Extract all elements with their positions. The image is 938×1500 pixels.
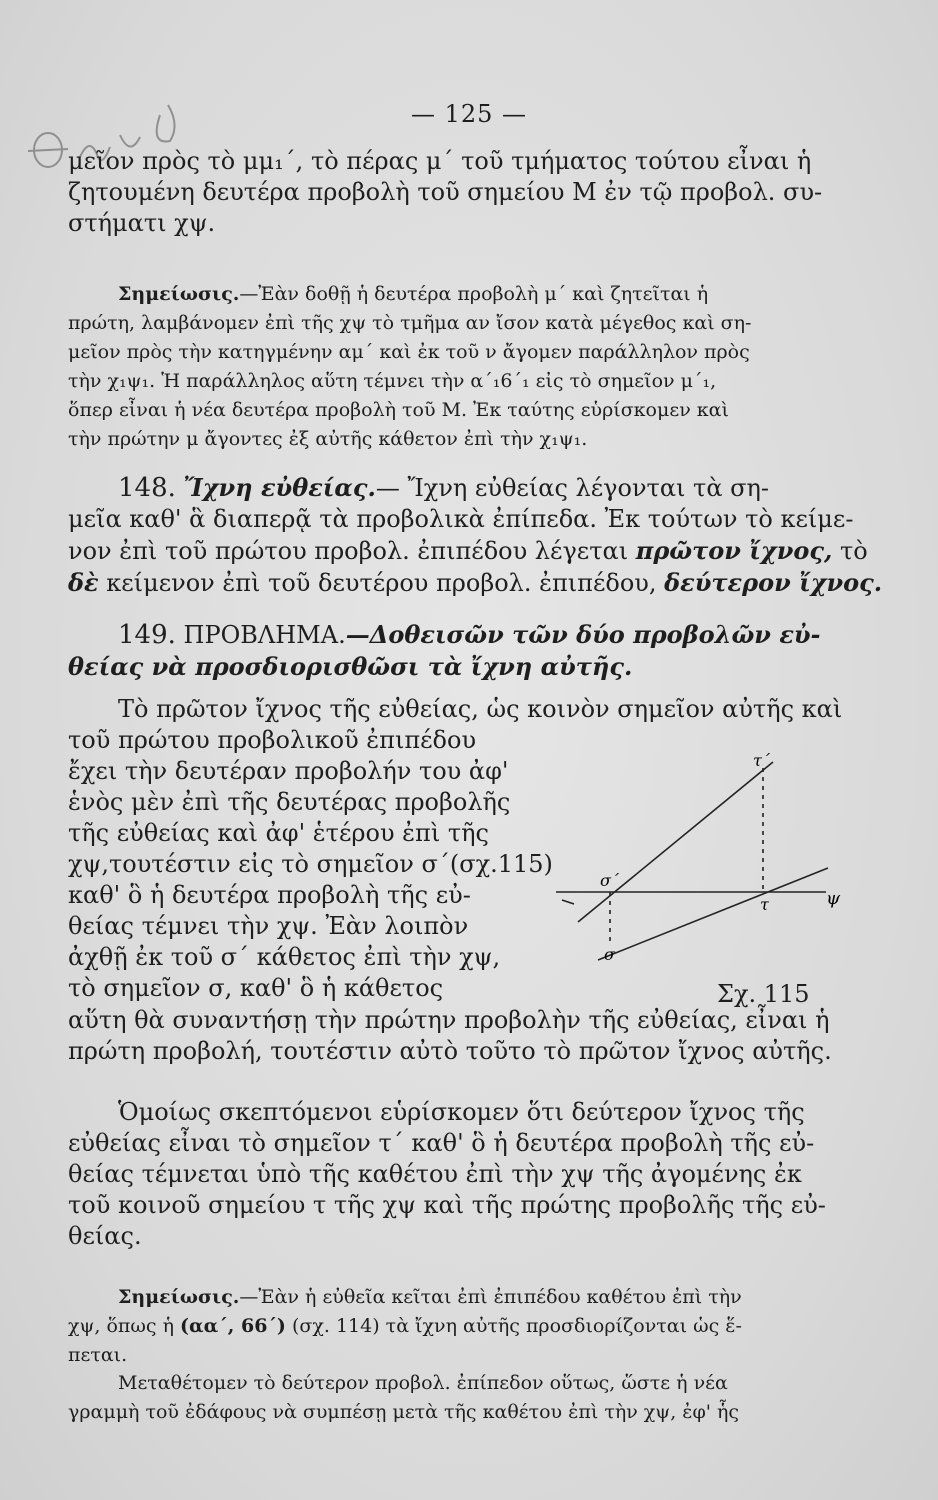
text-span: τὸ	[839, 537, 868, 565]
label-y: ψ	[826, 888, 841, 909]
text-line: τοῦ πρώτου προβολικοῦ ἐπιπέδου	[68, 726, 477, 754]
note-heading: Σημείωσις.	[118, 283, 240, 305]
note-paragraph	[68, 1283, 852, 1370]
figure-115-diagram	[548, 750, 848, 1010]
text-line	[68, 619, 852, 651]
paragraph-continuation	[68, 1005, 852, 1067]
section-text: — Ἴχνη εὐθείας λέγονται τὰ ση-	[375, 474, 770, 502]
problem-title: —Δοθεισῶν τῶν δύο προβολῶν εὐ-	[345, 620, 821, 649]
reference-span: (αα΄, 66΄)	[180, 1315, 286, 1337]
label-t: τ	[760, 895, 769, 914]
paragraph-final	[68, 1369, 852, 1427]
text-line: γραμμὴ τοῦ ἐδάφους νὰ συμπέσῃ μετὰ τῆς καθέτου ἐπὶ τὴν χψ, ἐφ' ἧς	[68, 1401, 740, 1423]
text-line	[68, 1097, 852, 1128]
text-line: ἔχει τὴν δευτέραν προβολήν του ἀφ'	[68, 757, 509, 785]
text-line: ἑνὸς μὲν ἐπὶ τῆς δευτέρας προβολῆς	[68, 788, 511, 816]
text-span: κείμενον ἐπὶ τοῦ δευτέρου προβολ. ἐπιπέδου,	[106, 569, 657, 597]
text-line: πρώτη, λαμβάνομεν ἐπὶ τῆς χψ τὸ τμῆμα αν ἴσον κατὰ μέγεθος καὶ ση-	[68, 312, 752, 334]
note-heading: Σημείωσις.	[118, 1286, 240, 1308]
text-line: τὸ σημεῖον σ, καθ' ὃ ἡ κάθετος	[68, 974, 444, 1002]
text-line: τὴν χ₁ψ₁. Ἡ παράλληλος αὕτη τέμνει τὴν α΄₁6΄₁ εἰς τὸ σημεῖον μ΄₁,	[68, 370, 717, 392]
text-line	[68, 280, 852, 309]
text-line: τοῦ κοινοῦ σημείου τ τῆς χψ καὶ τῆς πρώτης προβολῆς τῆς εὐ-	[68, 1191, 826, 1219]
text-line: ὅπερ εἶναι ἡ νέα δευτέρα προβολὴ τοῦ Μ. Ἐκ ταύτης εὑρίσκομεν καὶ	[68, 399, 729, 421]
text-line: θείας.	[68, 1222, 142, 1250]
label-s-prime: σ΄	[600, 871, 619, 890]
term-first-trace: πρῶτον ἴχνος,	[635, 536, 833, 565]
text-span: Ὁμοίως σκεπτόμενοι εὑρίσκομεν ὅτι δεύτερον ἴχνος τῆς	[118, 1098, 805, 1126]
text-line: πρώτη προβολή, τουτέστιν αὐτὸ τοῦτο τὸ πρῶτον ἴχνος αὐτῆς.	[68, 1037, 832, 1065]
text-line: μεῖον πρὸς τὸ μμ₁΄, τὸ πέρας μ΄ τοῦ τμήματος τούτου εἶναι ἡ	[68, 147, 812, 175]
text-line: θείας τέμνεται ὑπὸ τῆς καθέτου ἐπὶ τὴν χψ τῆς ἀγομένης ἐκ	[68, 1160, 802, 1188]
label-s: σ	[604, 945, 615, 964]
problem-label: ΠΡΟΒΛΗΜΑ.	[183, 621, 346, 649]
note-paragraph	[68, 280, 852, 454]
second-projection-line	[578, 762, 773, 922]
narrow-text-column	[68, 725, 553, 1004]
section-148	[68, 472, 883, 599]
text-line: ἀχθῇ ἐκ τοῦ σ΄ κάθετος ἐπὶ τὴν χψ,	[68, 943, 501, 971]
note-text: —Ἐὰν ἡ εὐθεῖα κεῖται ἐπὶ ἐπιπέδου καθέτου ἐπὶ τὴν	[239, 1286, 742, 1308]
label-t-prime: τ΄	[753, 751, 770, 770]
text-span: (σχ. 114) τὰ ἴχνη αὐτῆς προσδιορίζονται ὡς ἕ-	[291, 1315, 742, 1337]
paragraph-continuation	[68, 146, 852, 239]
section-number: 148.	[118, 473, 176, 503]
text-span: χψ, ὅπως ἡ	[68, 1315, 174, 1337]
text-line: θείας τέμνει τὴν χψ. Ἐὰν λοιπὸν	[68, 912, 469, 940]
text-line	[68, 694, 852, 725]
text-line: τὴν πρώτην μ ἄγοντες ἐξ αὐτῆς κάθετον ἐπὶ τὴν χ₁ψ₁.	[68, 428, 588, 450]
text-span: Μεταθέτομεν τὸ δεύτερον προβολ. ἐπίπεδον οὕτως, ὥστε ἡ νέα	[118, 1372, 728, 1394]
problem-title-cont: θείας νὰ προσδιορισθῶσι τὰ ἴχνη αὐτῆς.	[68, 652, 633, 681]
text-line: πεται.	[68, 1344, 128, 1366]
note-text: —Ἐὰν δοθῇ ἡ δευτέρα προβολὴ μ΄ καὶ ζητεῖται ἡ	[239, 283, 709, 305]
section-149	[68, 619, 852, 682]
text-span: νον ἐπὶ τοῦ πρώτου προβολ. ἐπιπέδου λέγεται	[68, 537, 629, 565]
text-line	[68, 472, 852, 504]
text-line	[68, 567, 883, 599]
figure-caption: Σχ. 115	[717, 980, 810, 1008]
text-line: ζητουμένη δευτέρα προβολὴ τοῦ σημείου Μ ἐν τῷ προβολ. συ-	[68, 178, 823, 206]
text-line: μεῖον πρὸς τὴν κατηγμένην αμ΄ καὶ ἐκ τοῦ ν ἄγομεν παράλληλον πρὸς	[68, 341, 750, 363]
term-second-trace: δεύτερον ἴχνος.	[664, 568, 883, 597]
text-line	[68, 535, 868, 567]
text-line: αὕτη θὰ συναντήσῃ τὴν πρώτην προβολὴν τῆς εὐθείας, εἶναι ἡ	[68, 1006, 830, 1034]
text-span: Τὸ πρῶτον ἴχνος τῆς εὐθείας, ὡς κοινὸν σημεῖον αὐτῆς καὶ	[118, 695, 843, 723]
text-line	[68, 1283, 852, 1312]
text-span: δὲ	[68, 568, 99, 597]
text-line: τῆς εὐθείας καὶ ἀφ' ἑτέρου ἐπὶ τῆς	[68, 819, 489, 847]
paragraph-second-trace	[68, 1097, 852, 1252]
text-line: χψ,τουτέστιν εἰς τὸ σημεῖον σ΄(σχ.115)	[68, 850, 553, 878]
text-line	[68, 1312, 852, 1341]
text-line: καθ' ὃ ἡ δευτέρα προβολὴ τῆς εὐ-	[68, 881, 471, 909]
page-number: — 125 —	[410, 100, 528, 128]
text-line: μεῖα καθ' ἃ διαπερᾷ τὰ προβολικὰ ἐπίπεδα. Ἐκ τούτων τὸ κείμε-	[68, 505, 854, 533]
text-line: στήματι χψ.	[68, 209, 216, 237]
text-line	[68, 1369, 852, 1398]
first-projection-line	[598, 868, 828, 960]
axis-tick-left	[562, 900, 574, 904]
section-title: Ἴχνη εὐθείας.	[183, 473, 376, 502]
section-number: 149.	[118, 620, 176, 650]
text-line: εὐθείας εἶναι τὸ σημεῖον τ΄ καθ' ὃ ἡ δευτέρα προβολὴ τῆς εὐ-	[68, 1129, 815, 1157]
